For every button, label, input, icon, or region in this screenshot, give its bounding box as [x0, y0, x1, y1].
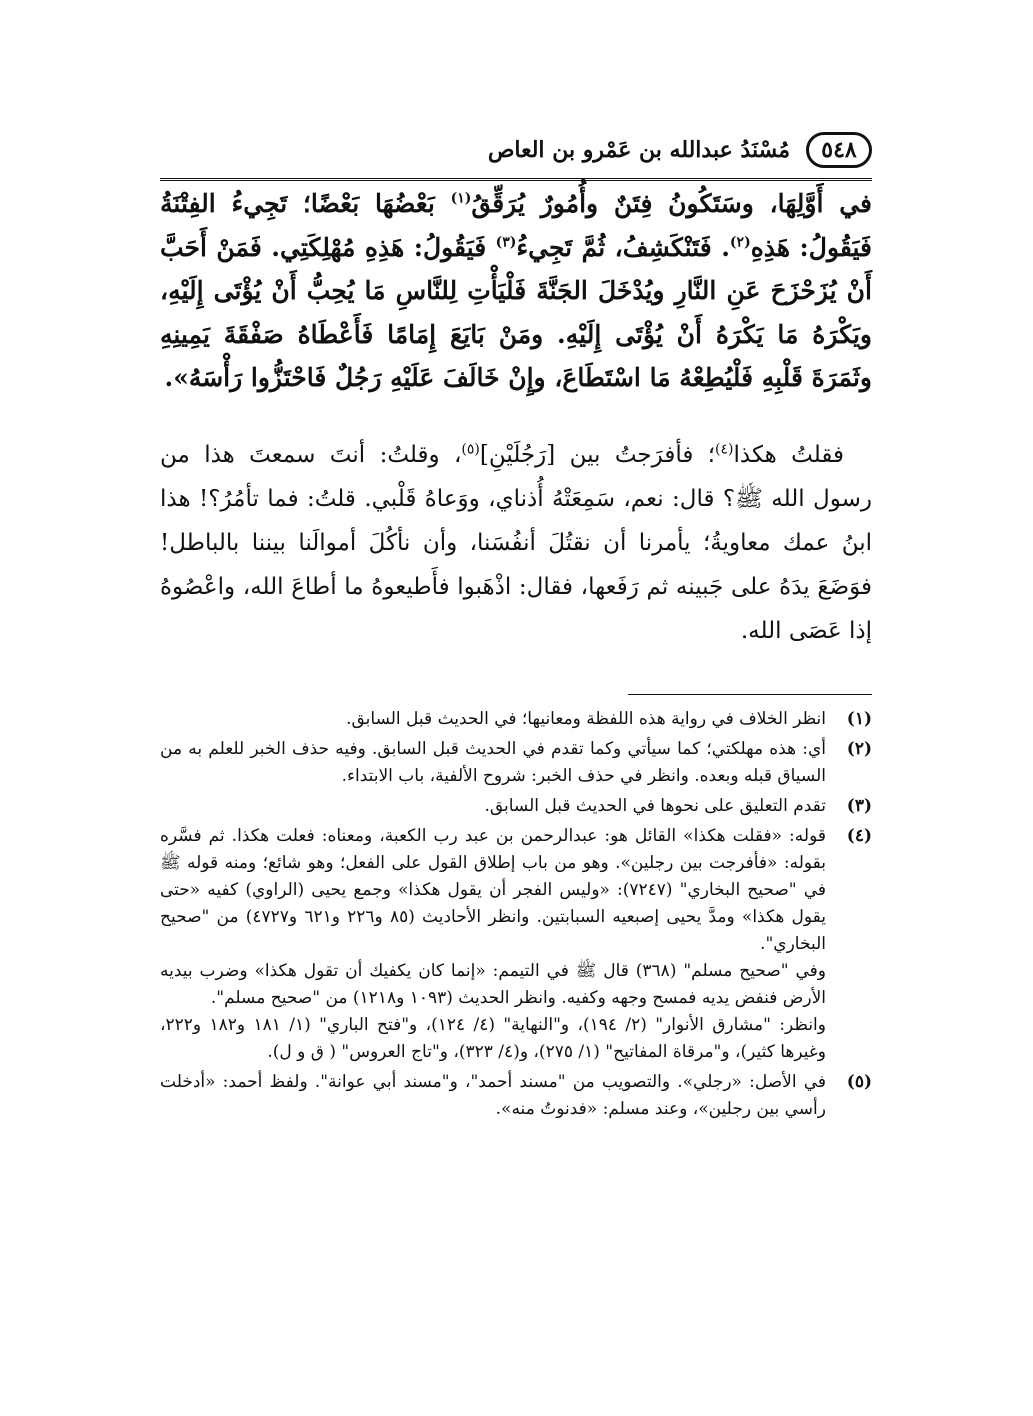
hadith-text-segment: في أَوَّلِهَا، وسَتَكُونُ فِتَنٌ وأُمُورٌ يُرَقِّقُ — [471, 189, 872, 218]
page-number-badge: ٥٤٨ — [806, 132, 872, 168]
narrative-text — [160, 433, 872, 653]
footnote-body — [160, 793, 826, 820]
footnote-text: وانظر: "مشارق الأنوار" (٢/ ١٩٤)، و"النهاية" (٤/ ١٢٤)، و"فتح الباري" (١/ ١٨١ و١٨٢ و٢٢٢، وغيرها كثير)، و"مرقاة المفاتيح" (١/ ٢٧٥)، و(٤/ ٣٢٣)، و"تاج العروس" ( ق و ل). — [160, 1015, 826, 1062]
footnote-text: انظر الخلاف في رواية هذه اللفظة ومعانيها؛ في الحديث قبل السابق. — [346, 709, 826, 729]
narrative-text-segment: فقلتُ هكذا — [733, 442, 845, 468]
narrative-text-segment: ، وقلتُ: أنتَ سمعتَ هذا من رسول الله ﷺ؟ قال: نعم، سَمِعَتْهُ أُذناي، ووَعاهُ قَلْبي. قلتُ: فما تأمُرُ؟! هذا ابنُ عمك معاويةُ؛ يأمرنا أن نقتُلَ أنفُسَنا، وأن نأكُلَ أموالَنا بيننا بالباطل! فوَضَعَ يدَهُ على جَبينه ثم رَفَعها، فقال: اذْهَبوا فأَطيعوهُ ما أطاعَ الله، واعْصُوهُ إذا عَصَى الله. — [160, 442, 872, 644]
footnote-ref-3[interactable]: (٣) — [495, 234, 517, 251]
footnote-ref-5[interactable]: (٥) — [461, 441, 480, 458]
page-header — [160, 128, 872, 172]
footnote-ref-4[interactable]: (٤) — [715, 441, 734, 458]
footnote-number: (١) — [846, 709, 872, 729]
footnote-ref-2[interactable]: (٢) — [729, 234, 751, 251]
footnote-ref-1[interactable]: (١) — [450, 190, 472, 207]
hadith-text-segment: . فَتَنْكَشِفُ، ثُمَّ تَجِيءُ — [516, 232, 730, 262]
footnote-number: (٢) — [846, 739, 872, 759]
footnote-text: قوله: «فقلت هكذا» القائل هو: عبدالرحمن بن عبد رب الكعبة، ومعناه: فعلت هكذا. ثم فسَّره بقوله: «فأفرجت بين رجلين». وهو من باب إطلاق القول على الفعل؛ وهو شائع؛ ومنه قوله ﷺ في "صحيح البخاري" (٧٢٤٧): «وليس الفجر أن يقول هكذا» وجمع يحيى (الراوي) كفيه «حتى يقول هكذا» ومدَّ يحيى إصبعيه السبابتين. وانظر الأحاديث (٨٥ و٢٢٦ و٦٢١ و٤٧٢٧) من "صحيح البخاري". — [160, 826, 826, 954]
footnote-divider — [628, 694, 872, 695]
footnote-text: في الأصل: «رجلي». والتصويب من "مسند أحمد"، و"مسند أبي عوانة". ولفظ أحمد: «أدخلت رأسي بين رجلين»، وعند مسلم: «فدنوتُ منه». — [160, 1072, 826, 1119]
footnote-body — [160, 1069, 826, 1123]
hadith-text — [160, 182, 872, 400]
footnote-5 — [160, 1069, 872, 1123]
hadith-text-segment: بَعْضُهَا بَعْضًا؛ تَجِيءُ الفِتْنَةُ فَيَقُولُ: هَذِهِ — [160, 189, 873, 262]
footnote-number: (٥) — [846, 1072, 872, 1092]
narrative-text-segment: ؛ فأفرَجتُ بين [رَجُلَيْنِ] — [479, 442, 716, 468]
footnote-number: (٣) — [846, 796, 872, 816]
footnote-text: تقدم التعليق على نحوها في الحديث قبل السابق. — [484, 796, 826, 816]
footnote-body — [160, 736, 826, 790]
footnote-text: وفي "صحيح مسلم" (٣٦٨) قال ﷺ في التيمم: «إنما كان يكفيك أن تقول هكذا» وضرب بيديه الأرض فنفض يديه فمسح وجهه وكفيه. وانظر الحديث (١٠٩٣ و١٢١٨) من "صحيح مسلم". — [160, 961, 826, 1008]
running-title: مُسْنَدُ عبدالله بن عَمْرو بن العاص — [487, 137, 790, 163]
footnote-body — [160, 823, 826, 1066]
footnote-4 — [160, 823, 872, 1066]
footnote-number: (٤) — [846, 826, 872, 846]
footnote-text: أي: هذه مهلكتي؛ كما سيأتي وكما تقدم في الحديث قبل السابق. وفيه حذف الخبر للعلم به من السياق قبله وبعده. وانظر في حذف الخبر: شروح الألفية، باب الابتداء. — [160, 739, 826, 786]
footnote-body — [160, 706, 826, 733]
footnotes-list — [160, 706, 872, 1126]
header-divider — [160, 178, 872, 181]
footnote-2 — [160, 736, 872, 790]
footnote-3 — [160, 793, 872, 820]
footnote-1 — [160, 706, 872, 733]
hadith-text-segment: فَيَقُولُ: هَذِهِ مُهْلِكَتِي. فَمَنْ أَحَبَّ أَنْ يُزَحْزَحَ عَنِ النَّارِ ويُدْخَلَ الجَنَّةَ فَلْيَأْتِ لِلنَّاسِ مَا يُحِبُّ أَنْ يُؤْتَى إِلَيْهِ، ويَكْرَهُ مَا يَكْرَهُ أَنْ يُؤْتَى إِلَيْهِ. ومَنْ بَايَعَ إِمَامًا فَأَعْطَاهُ صَفْقَةَ يَمِينِهِ وثَمَرَةَ قَلْبِهِ فَلْيُطِعْهُ مَا اسْتَطَاعَ، وإِنْ خَالَفَ عَلَيْهِ رَجُلٌ فَاحْتَزُّوا رَأْسَهُ». — [160, 232, 872, 392]
